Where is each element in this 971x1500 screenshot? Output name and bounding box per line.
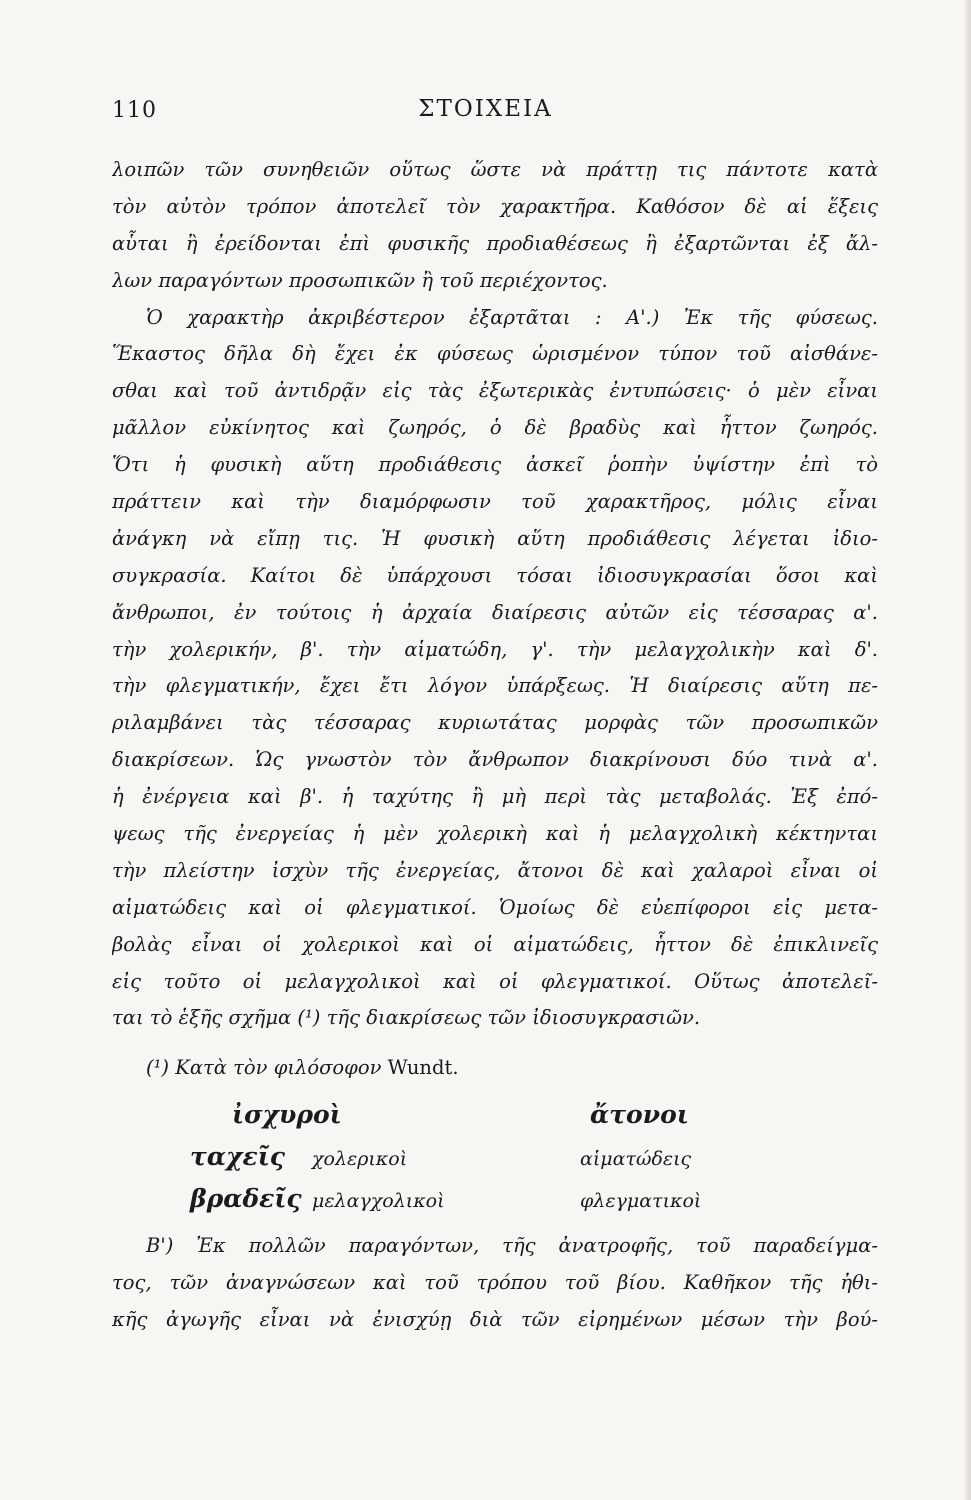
table-row — [190, 1142, 790, 1184]
body-line: συγκρασία. Καίτοι δὲ ὑπάρχουσι τόσαι ἰδιοσυγκρασίαι ὅσοι καὶ — [112, 563, 878, 587]
cell-choleric: χολερικοὶ — [312, 1148, 408, 1170]
temperament-table — [190, 1100, 790, 1226]
row-header-slow: βραδεῖς — [190, 1184, 302, 1213]
body-line: τὴν χολερικήν, β'. τὴν αἱματώδη, γ'. τὴν μελαγχολικὴν καὶ δ'. — [112, 637, 878, 661]
body-line: αὗται ἢ ἐρείδονται ἐπὶ φυσικῆς προδιαθέσεως ἢ ἐξαρτῶνται ἐξ ἄλ- — [112, 231, 878, 255]
body-line: ριλαμβάνει τὰς τέσσαρας κυριωτάτας μορφὰς τῶν προσωπικῶν — [112, 711, 878, 735]
body-line: διακρίσεων. Ὡς γνωστὸν τὸν ἄνθρωπον διακρίνουσι δύο τινὰ α'. — [112, 748, 878, 772]
body-line: ἀνάγκη νὰ εἴπῃ τις. Ἡ φυσικὴ αὕτη προδιάθεσις λέγεται ἰδιο- — [112, 526, 878, 550]
body-line: τὴν φλεγματικήν, ἔχει ἔτι λόγον ὑπάρξεως. Ἡ διαίρεσις αὕτη πε- — [112, 674, 878, 698]
col-header-strong: ἰσχυροὶ — [232, 1100, 342, 1129]
body-line: Ἕκαστος δῆλα δὴ ἔχει ἐκ φύσεως ὡρισμένον τύπον τοῦ αἰσθάνε- — [112, 342, 878, 366]
body-line: βολὰς εἶναι οἱ χολερικοὶ καὶ οἱ αἱματώδεις, ἧττον δὲ ἐπικλινεῖς — [112, 932, 878, 956]
body-line: Β') Ἐκ πολλῶν παραγόντων, τῆς ἀνατροφῆς, τοῦ παραδείγμα- — [146, 1234, 878, 1257]
body-line: τος, τῶν ἀναγνώσεων καὶ τοῦ τρόπου τοῦ βίου. Καθῆκον τῆς ἠθι- — [112, 1270, 878, 1294]
body-line: κῆς ἀγωγῆς εἶναι νὰ ἐνισχύῃ διὰ τῶν εἰρημένων μέσων τὴν βού- — [112, 1307, 878, 1331]
body-line: ἄνθρωποι, ἐν τούτοις ἡ ἀρχαία διαίρεσις αὐτῶν εἰς τέσσαρας α'. — [112, 600, 878, 624]
body-line: ψεως τῆς ἐνεργείας ἡ μὲν χολερικὴ καὶ ἡ μελαγχολικὴ κέκτηνται — [112, 822, 878, 846]
body-line: Ὅτι ἡ φυσικὴ αὕτη προδιάθεσις ἀσκεῖ ῥοπὴν ὑψίστην ἐπὶ τὸ — [112, 453, 878, 477]
body-line: πράττειν καὶ τὴν διαμόρφωσιν τοῦ χαρακτῆρος, μόλις εἶναι — [112, 490, 878, 514]
table-row — [190, 1184, 790, 1226]
body-line: σθαι καὶ τοῦ ἀντιδρᾷν εἰς τὰς ἐξωτερικὰς ἐντυπώσεις· ὁ μὲν εἶναι — [112, 379, 878, 403]
row-header-fast: ταχεῖς — [190, 1142, 286, 1171]
body-line: λων παραγόντων προσωπικῶν ἢ τοῦ περιέχοντος. — [112, 268, 608, 292]
cell-melancholic: μελαγχολικοὶ — [312, 1190, 445, 1212]
footnote — [146, 1056, 459, 1079]
body-line: Ὁ χαρακτὴρ ἀκριβέστερον ἐξαρτᾶται : Α'.) Ἐκ τῆς φύσεως. — [146, 305, 878, 329]
body-line: ἡ ἐνέργεια καὶ β'. ἡ ταχύτης ἢ μὴ περὶ τὰς μεταβολάς. Ἐξ ἐπό- — [112, 785, 878, 809]
body-line: τὸν αὐτὸν τρόπον ἀποτελεῖ τὸν χαρακτῆρα. Καθόσον δὲ αἱ ἕξεις — [112, 194, 878, 218]
footnote-text: Κατὰ τὸν φιλόσοφον — [175, 1056, 382, 1079]
body-line: εἰς τοῦτο οἱ μελαγχολικοὶ καὶ οἱ φλεγματικοί. Οὕτως ἀποτελεῖ- — [112, 969, 878, 993]
body-text — [112, 152, 878, 1037]
footnote-name: Wundt. — [387, 1056, 459, 1079]
cell-phlegmatic: φλεγματικοὶ — [580, 1190, 702, 1212]
cell-sanguine: αἱματώδεις — [580, 1148, 692, 1170]
body-line: λοιπῶν τῶν συνηθειῶν οὕτως ὥστε νὰ πράττῃ τις πάντοτε κατὰ — [112, 158, 878, 181]
page-number: 110 — [112, 98, 157, 123]
footnote-marker: (¹) — [146, 1056, 170, 1079]
page-edge-shadow — [963, 0, 971, 1500]
section-b-text — [112, 1228, 878, 1339]
col-header-weak: ἄτονοι — [590, 1100, 689, 1129]
body-line: τὴν πλείστην ἰσχὺν τῆς ἐνεργείας, ἄτονοι δὲ καὶ χαλαροὶ εἶναι οἱ — [112, 858, 878, 882]
body-line: ται τὸ ἑξῆς σχῆμα (¹) τῆς διακρίσεως τῶν ἰδιοσυγκρασιῶν. — [112, 1006, 701, 1030]
body-line: αἱματώδεις καὶ οἱ φλεγματικοί. Ὁμοίως δὲ εὐεπίφοροι εἰς μετα- — [112, 895, 878, 919]
table-header-row — [190, 1100, 790, 1142]
body-line: μᾶλλον εὐκίνητος καὶ ζωηρός, ὁ δὲ βραδὺς καὶ ἧττον ζωηρός. — [112, 416, 878, 440]
running-head: ΣΤΟΙΧΕΙΑ — [418, 96, 553, 122]
